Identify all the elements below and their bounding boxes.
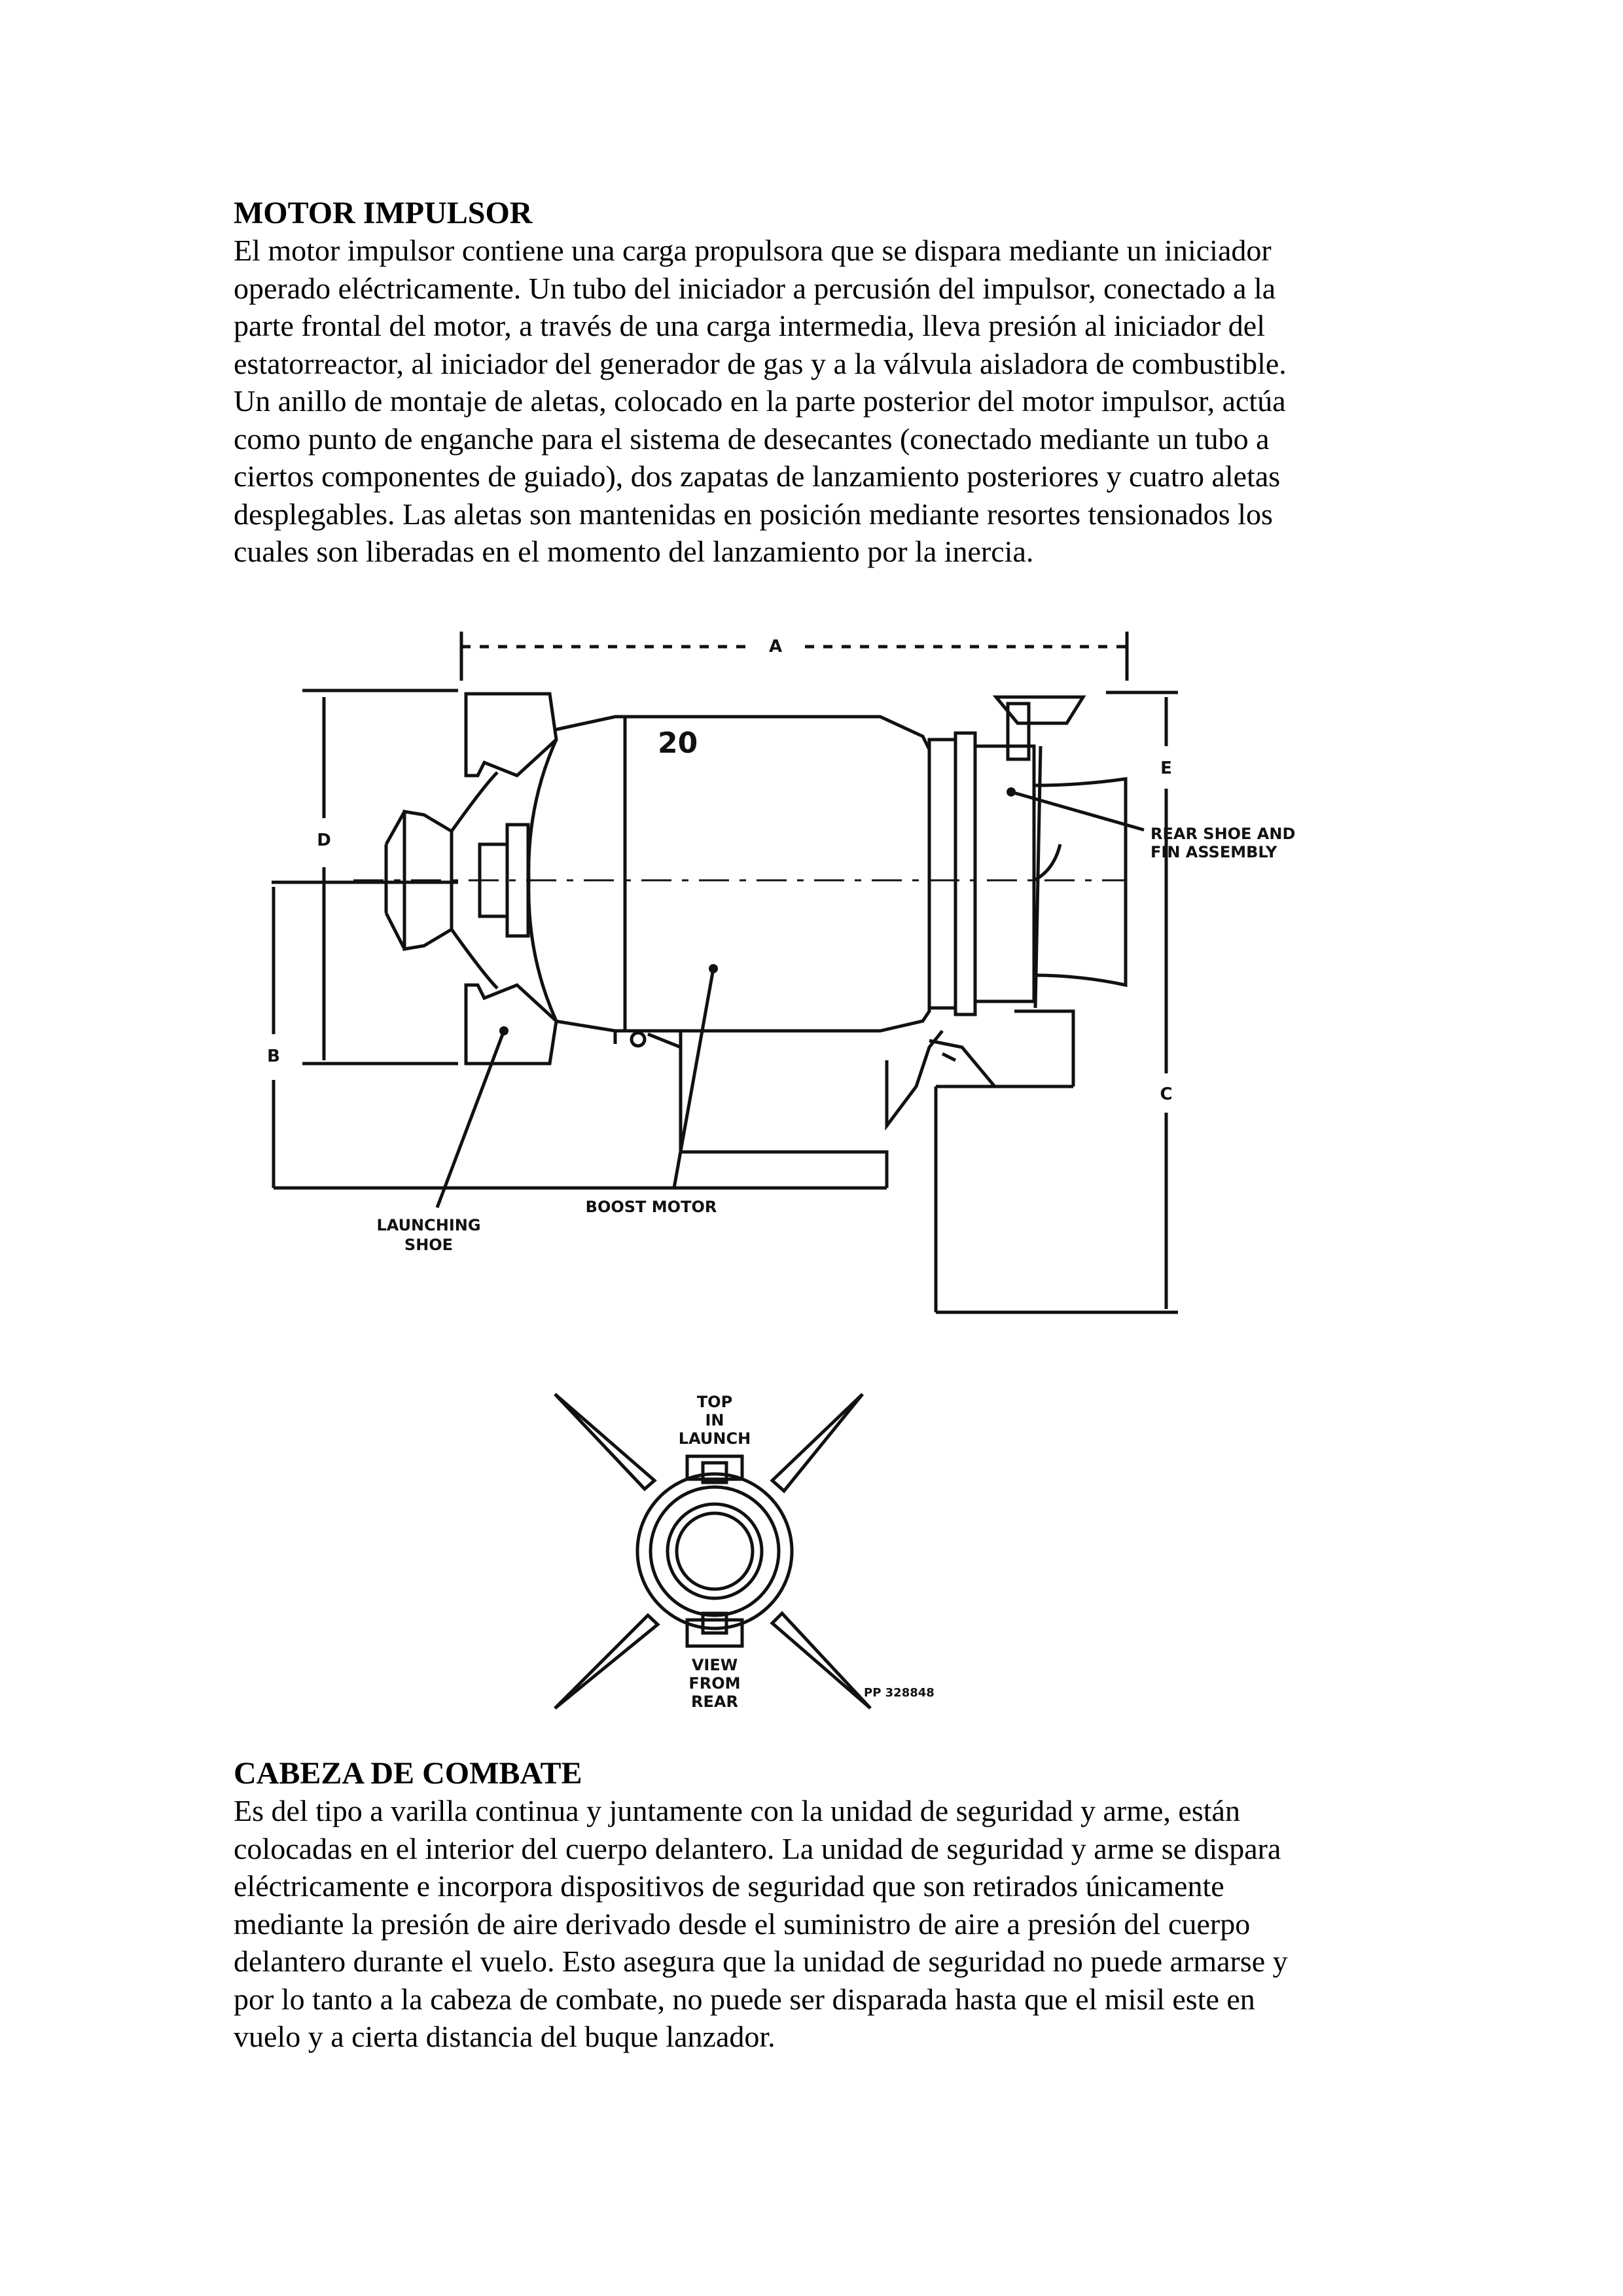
text-line: vuelo y a cierta distancia del buque lanzador.	[234, 2020, 776, 2053]
rear-shoe-label-line1: REAR SHOE AND	[1150, 825, 1296, 843]
text-line: delantero durante el vuelo. Esto asegura que la unidad de seguridad no puede armarse y	[234, 1945, 1288, 1978]
body-stencil-number: 20	[658, 726, 698, 760]
rear-view-view-line3: REAR	[691, 1693, 738, 1711]
text-line: cuales son liberadas en el momento del lanzamiento por la inercia.	[234, 535, 1034, 568]
text-line: por lo tanto a la cabeza de combate, no puede ser disparada hasta que el misil este en	[234, 1982, 1255, 2016]
section-cabeza-de-combate	[234, 1755, 1412, 2056]
text-line: ciertos componentes de guiado), dos zapatas de lanzamiento posteriores y cuatro aletas	[234, 459, 1281, 493]
dimension-a-label: A	[768, 637, 783, 656]
text-line: mediante la presión de aire derivado desde el suministro de aire a presión del cuerpo	[234, 1907, 1251, 1941]
dimension-b-label: B	[267, 1047, 280, 1066]
launching-shoe-label-line2: SHOE	[404, 1236, 454, 1254]
text-line: El motor impulsor contiene una carga propulsora que se dispara mediante un iniciador	[234, 234, 1272, 267]
text-line: parte frontal del motor, a través de una carga intermedia, lleva presión al iniciador del	[234, 309, 1265, 342]
dimension-e-label: E	[1160, 759, 1172, 778]
rear-view-top-line3: LAUNCH	[678, 1429, 751, 1448]
text-line: eléctricamente e incorpora dispositivos de seguridad que son retirados únicamente	[234, 1869, 1224, 1903]
heading-motor-impulsor: MOTOR IMPULSOR	[234, 196, 533, 230]
rear-shoe-label-line2: FIN ASSEMBLY	[1150, 843, 1277, 861]
paragraph-cabeza-de-combate	[234, 1792, 1412, 2056]
rear-view-top-line2: IN	[705, 1411, 724, 1429]
boost-motor-label: BOOST MOTOR	[585, 1198, 717, 1216]
rear-view-view-line1: VIEW	[691, 1656, 738, 1674]
figure-reference-code: PP 328848	[864, 1686, 935, 1700]
text-line: desplegables. Las aletas son mantenidas en posición mediante resortes tensionados los	[234, 497, 1273, 531]
launching-shoe-label-line1: LAUNCHING	[376, 1216, 481, 1234]
text-line: operado eléctricamente. Un tubo del iniciador a percusión del impulsor, conectado a la	[234, 271, 1276, 305]
text-line: estatorreactor, al iniciador del generador de gas y a la válvula aisladora de combustible.	[234, 346, 1287, 380]
text-line: colocadas en el interior del cuerpo delantero. La unidad de seguridad y arme se dispara	[234, 1831, 1281, 1865]
text-line: Es del tipo a varilla continua y juntamente con la unidad de seguridad y arme, están	[234, 1794, 1240, 1827]
dimension-c-label: C	[1160, 1085, 1173, 1104]
rear-view-view-line2: FROM	[688, 1674, 741, 1693]
heading-cabeza-de-combate: CABEZA DE COMBATE	[234, 1756, 582, 1791]
rear-view-top-line1: TOP	[696, 1393, 733, 1411]
text-line: como punto de enganche para el sistema de desecantes (conectado mediante un tubo a	[234, 422, 1270, 456]
dimension-d-label: D	[317, 831, 331, 850]
text-line: Un anillo de montaje de aletas, colocado en la parte posterior del motor impulsor, actúa	[234, 384, 1286, 418]
